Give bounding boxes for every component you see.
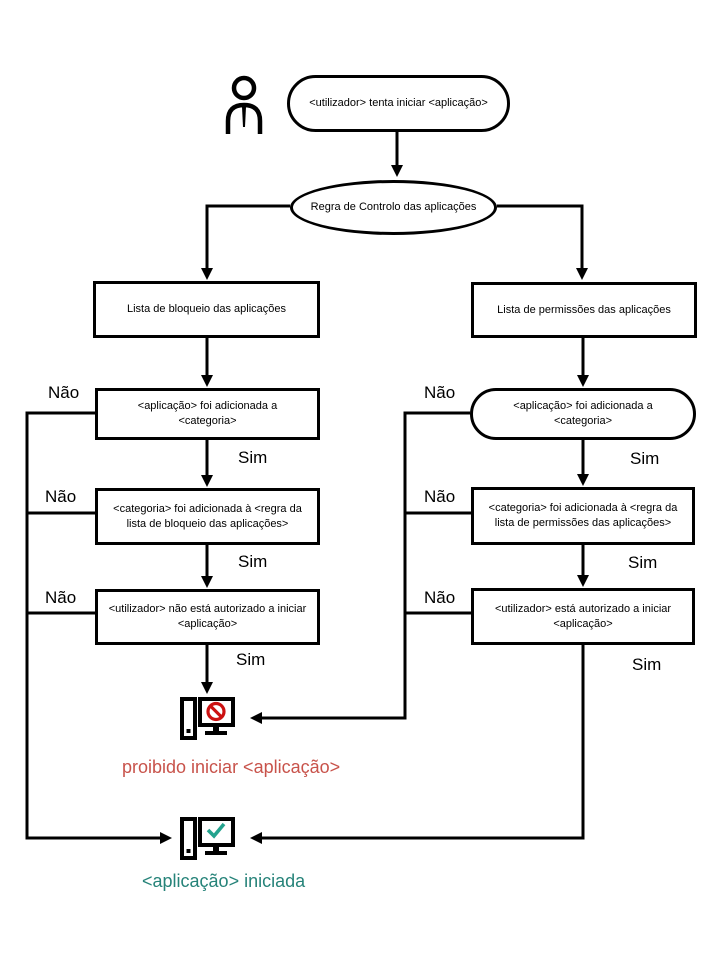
label-yes-allow-2: Sim: [628, 553, 658, 572]
node-rule: [290, 180, 497, 235]
node-denylist-label: Lista de bloqueio das aplicações: [126, 303, 286, 316]
result-denied-text: proibido iniciar <aplicação>: [122, 757, 341, 777]
label-no-allow-3: Não: [424, 588, 456, 607]
label-yes-deny-2: Sim: [238, 552, 268, 571]
label-no-deny-3: Não: [45, 588, 77, 607]
node-start: [287, 75, 510, 132]
node-deny-step1: [95, 388, 320, 440]
user-icon: [222, 74, 266, 136]
node-allowlist-label: Lista de permissões das aplicações: [497, 303, 671, 316]
node-start-label: <utilizador> tenta iniciar <aplicação>: [309, 97, 488, 110]
label-no-allow-1: Não: [424, 383, 456, 402]
label-no-deny-2: Não: [45, 487, 77, 506]
node-deny-step3: [95, 589, 320, 645]
label-no-allow-2: Não: [424, 487, 456, 506]
label-yes-allow-1: Sim: [630, 449, 660, 468]
result-allowed-text: <aplicação> iniciada: [142, 871, 306, 891]
node-allowlist: [471, 282, 697, 338]
node-rule-label: Regra de Controlo das aplicações: [310, 201, 477, 214]
node-allow-step2: [471, 487, 695, 545]
node-allow-step1-label: <aplicação> foi adicionada a <categoria>: [513, 400, 653, 427]
computer-blocked-icon: [178, 695, 236, 745]
node-deny-step2: [95, 488, 320, 545]
node-denylist: [93, 281, 320, 338]
node-deny-step3-label: <utilizador> não está autorizado a iniciar <aplicação>: [108, 603, 307, 630]
label-no-deny-1: Não: [48, 383, 80, 402]
computer-started-icon: [178, 815, 236, 865]
node-allow-step1: [470, 388, 696, 440]
label-yes-deny-3: Sim: [236, 650, 266, 669]
node-deny-step2-label: <categoria> foi adicionada à <regra da lista de bloqueio das aplicações>: [113, 502, 302, 530]
node-allow-step3: [471, 588, 695, 645]
node-deny-step1-label: <aplicação> foi adicionada a <categoria>: [137, 400, 278, 427]
node-allow-step3-label: <utilizador> está autorizado a iniciar <aplicação>: [494, 602, 672, 630]
label-yes-deny-1: Sim: [238, 448, 268, 467]
node-allow-step2-label: <categoria> foi adicionada à <regra da lista de permissões das aplicações>: [488, 502, 678, 529]
label-yes-allow-3: Sim: [632, 655, 662, 674]
